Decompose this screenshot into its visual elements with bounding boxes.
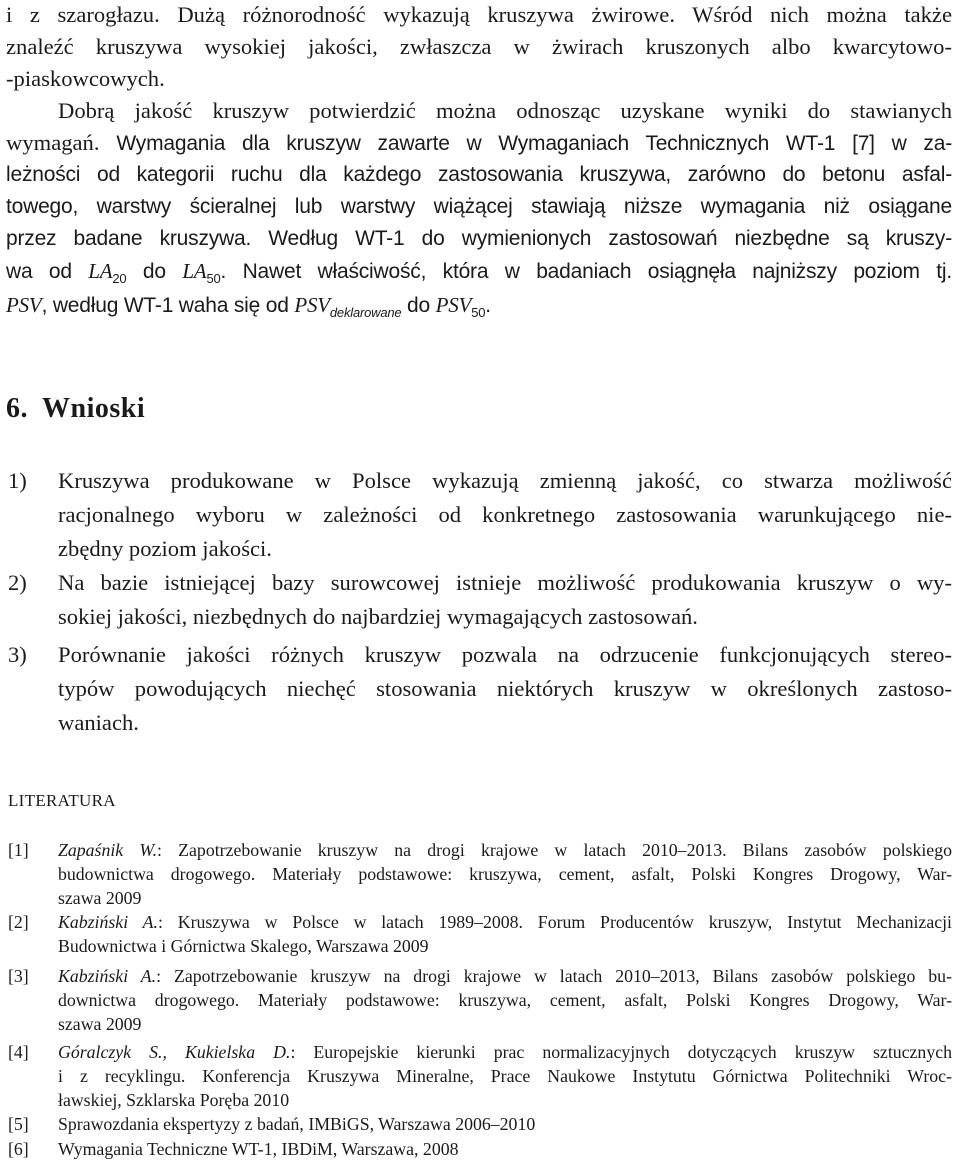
psv-subscript-50: 50 <box>471 305 486 320</box>
section-heading <box>6 392 145 426</box>
psv-symbol-1: PSV <box>6 293 42 317</box>
reference-line: Budownictwa i Górnictwa Skalego, Warszawa 2009 <box>58 936 429 956</box>
body-line-10-c: . <box>485 294 491 317</box>
body-line-10-a: , według WT-1 waha się od <box>41 294 295 317</box>
body-line-6: leżności od kategorii ruchu dla każdego zastosowania kruszywa, zarówno do betonu asfal- <box>6 163 952 186</box>
reference-line: downictwa drogowego. Materiały podstawowe: kruszywa, cement, asfalt, Polski Kongres Drogowy, War- <box>58 990 952 1010</box>
reference-marker: [3] <box>8 966 29 986</box>
reference-marker: [6] <box>8 1139 29 1159</box>
reference-marker: [4] <box>8 1042 29 1062</box>
conclusion-line: Porównanie jakości różnych kruszyw pozwala na odrzucenie funkcjonujących stereo- <box>58 642 952 667</box>
la-symbol-1: LA <box>88 259 113 283</box>
reference-line: szawa 2009 <box>58 1014 142 1034</box>
reference-author: Kabziński A. <box>58 912 158 932</box>
reference-line: Góralczyk S., Kukielska D.: Europejskie kierunki prac normalizacyjnych dotyczących kruszyw sztucznych <box>58 1042 953 1062</box>
reference-line: Kabziński A.: Zapotrzebowanie kruszyw na drogi krajowe w latach 2010–2013, Bilans zasobów polskiego bu- <box>58 966 952 986</box>
reference-line: Kabziński A.: Kruszywa w Polsce w latach 1989–2008. Forum Producentów kruszyw, Instytut Mechanizacji <box>58 912 952 932</box>
body-line-5-start: wymagań. <box>6 130 100 155</box>
reference-author: Góralczyk S., Kukielska D. <box>58 1042 291 1062</box>
conclusion-line: sokiej jakości, niezbędnych do najbardziej wymagających zastosowań. <box>58 604 698 629</box>
reference-line: i z recyklingu. Konferencja Kruszywa Mineralne, Prace Naukowe Instytutu Górnictwa Politechniki Wroc- <box>58 1066 952 1086</box>
section-title: Wnioski <box>42 393 146 424</box>
body-line-2: znaleźć kruszywa wysokiej jakości, zwłaszcza w żwirach kruszonych albo kwarcytowo- <box>6 34 952 59</box>
reference-line: Sprawozdania ekspertyzy z badań, IMBiGS, Warszawa 2006–2010 <box>58 1114 536 1134</box>
body-line-9-a: wa od <box>6 260 89 283</box>
conclusion-line: Kruszywa produkowane w Polsce wykazują zmienną jakość, co stwarza możliwość <box>58 468 952 493</box>
literature-heading: LITERATURA <box>8 791 116 810</box>
body-line-5-rest: Wymagania dla kruszyw zawarte w Wymaganiach Technicznych WT-1 [7] w za- <box>116 132 952 155</box>
body-line-3: -piaskowcowych. <box>6 66 165 91</box>
conclusion-line: zbędny poziom jakości. <box>58 536 272 561</box>
psv-symbol-3: PSV <box>435 293 472 317</box>
reference-line: Zapaśnik W.: Zapotrzebowanie kruszyw na drogi krajowe w latach 2010–2013. Bilans zasobów polskiego <box>58 840 952 860</box>
conclusion-line: racjonalnego wyboru w zależności od konkretnego zastosowania warunkującego nie- <box>58 502 952 527</box>
la-subscript-50: 50 <box>206 271 221 286</box>
reference-line: Wymagania Techniczne WT-1, IBDiM, Warszawa, 2008 <box>58 1139 459 1159</box>
body-line-7: towego, warstwy ścieralnej lub warstwy wiążącej stawiają niższe wymagania niż osiągane <box>6 195 952 218</box>
body-line-4: Dobrą jakość kruszyw potwierdzić można odnosząc uzyskane wyniki do stawianych <box>58 98 952 123</box>
reference-author: Zapaśnik W. <box>58 840 158 860</box>
body-line-9-c: . Nawet właściwość, która w badaniach osiągnęła najniższy poziom tj. <box>220 260 952 283</box>
section-number: 6. <box>6 393 28 424</box>
body-line-10-b: do <box>401 294 436 317</box>
reference-line: ławskiej, Szklarska Poręba 2010 <box>58 1090 290 1110</box>
body-line-1: i z szarogłazu. Dużą różnorodność wykazują kruszywa żwirowe. Wśród nich można także <box>6 2 952 27</box>
body-line-9 <box>6 256 952 287</box>
conclusion-marker: 3) <box>8 642 27 667</box>
conclusion-line: waniach. <box>58 710 139 735</box>
psv-symbol-2: PSV <box>294 293 330 317</box>
body-line-10 <box>6 290 952 321</box>
body-line-8: przez badane kruszywa. Według WT-1 do wymienionych zastosowań niezbędne są kruszy- <box>6 227 952 250</box>
reference-marker: [1] <box>8 840 29 860</box>
reference-line: szawa 2009 <box>58 888 142 908</box>
conclusion-line: typów powodujących niechęć stosowania niektórych kruszyw w określonych zastoso- <box>58 676 952 701</box>
la-subscript-20: 20 <box>112 271 127 286</box>
conclusion-marker: 1) <box>8 468 27 493</box>
reference-line: budownictwa drogowego. Materiały podstawowe: kruszywa, cement, asfalt, Polski Kongres Drogowy, War- <box>58 864 952 884</box>
body-line-9-b: do <box>126 260 183 283</box>
reference-author: Kabziński A. <box>58 966 157 986</box>
conclusion-marker: 2) <box>8 570 27 595</box>
reference-marker: [2] <box>8 912 29 932</box>
la-symbol-2: LA <box>182 259 207 283</box>
psv-subscript-deklarowane: deklarowane <box>329 305 402 320</box>
body-line-5 <box>6 128 952 159</box>
reference-marker: [5] <box>8 1114 29 1134</box>
conclusion-line: Na bazie istniejącej bazy surowcowej istnieje możliwość produkowania kruszyw o wy- <box>58 570 952 595</box>
